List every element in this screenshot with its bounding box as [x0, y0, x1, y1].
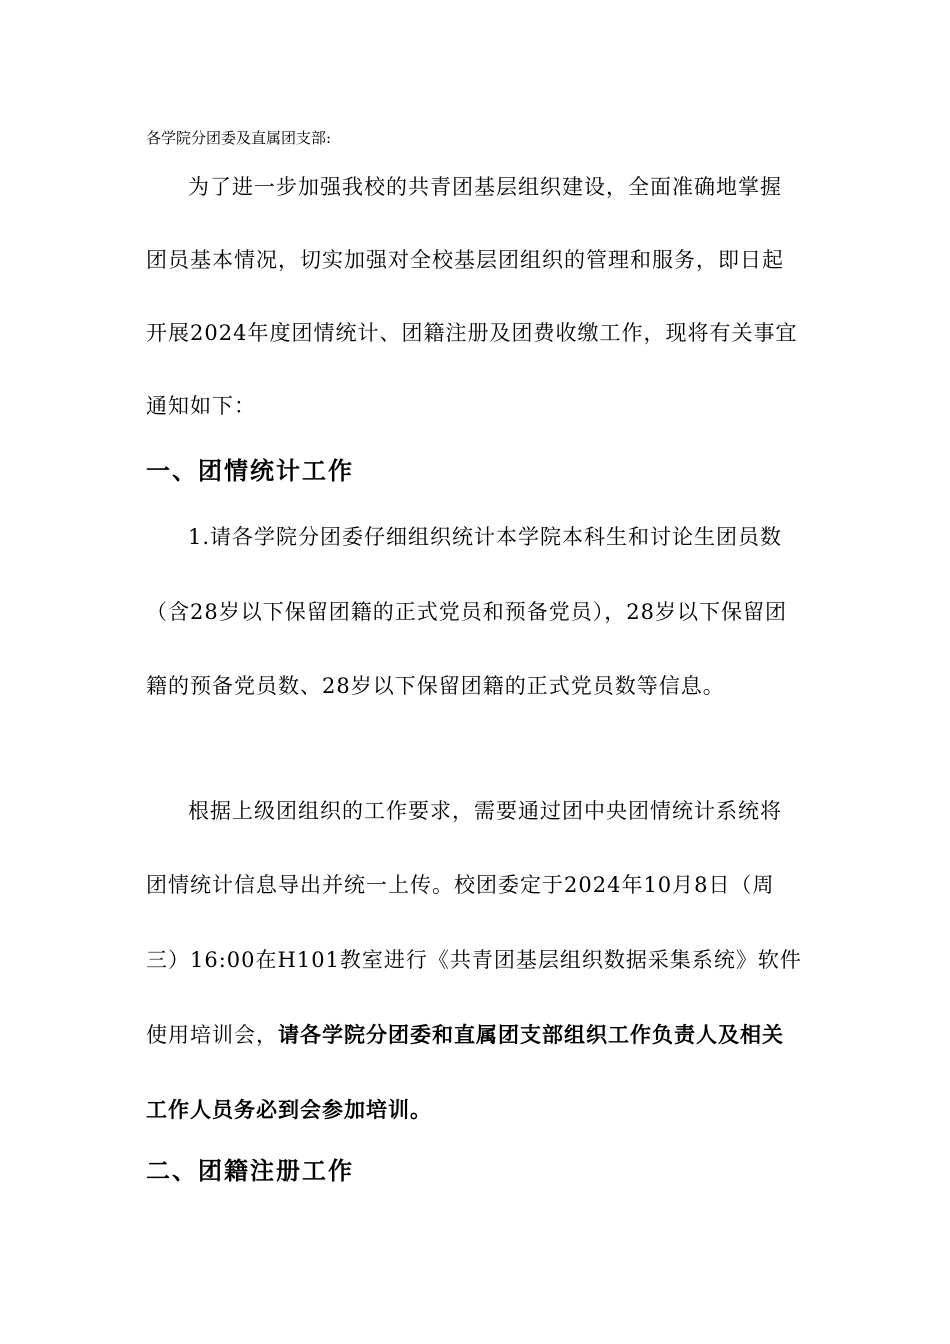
section-heading-2: 二、团籍注册工作 — [146, 1157, 354, 1185]
para2-line-2: 团情统计信息导出并统一上传。校团委定于2024年10月8日（周 — [146, 873, 775, 897]
intro-line-2: 团员基本情况，切实加强对全校基层团组织的管理和服务，即日起 — [146, 248, 784, 272]
section-heading-1: 一、团情统计工作 — [146, 457, 354, 485]
para2-line-4-normal: 使用培训会， — [146, 1023, 278, 1047]
para2-line-5: 工作人员务必到会参加培训。 — [146, 1098, 432, 1122]
intro-line-1: 为了进一步加强我校的共青团基层组织建设，全面准确地掌握 — [188, 175, 782, 199]
item1-line-2: （含28岁以下保留团籍的正式党员和预备党员），28岁以下保留团 — [146, 600, 787, 624]
salutation: 各学院分团委及直属团支部: — [146, 129, 332, 147]
intro-line-4: 通知如下： — [146, 394, 256, 418]
item1-line-1: 1.请各学院分团委仔细组织统计本学院本科生和讨论生团员数 — [188, 525, 783, 549]
para2-line-4-bold: 请各学院分团委和直属团支部组织工作负责人及相关 — [278, 1023, 784, 1047]
para2-line-1: 根据上级团组织的工作要求，需要通过团中央团情统计系统将 — [188, 799, 782, 823]
para2-line-4 — [146, 1020, 806, 1050]
item1-line-3: 籍的预备党员数、28岁以下保留团籍的正式党员数等信息。 — [146, 674, 725, 698]
intro-line-3: 开展2024年度团情统计、团籍注册及团费收缴工作，现将有关事宜 — [146, 321, 798, 345]
para2-line-3: 三）16:00在H101教室进行《共青团基层组织数据采集系统》软件 — [146, 948, 802, 972]
